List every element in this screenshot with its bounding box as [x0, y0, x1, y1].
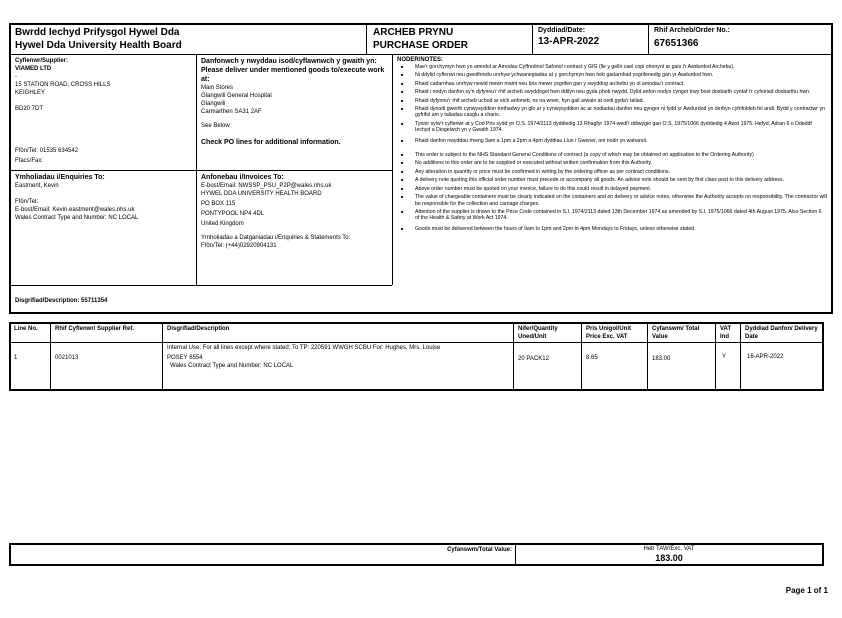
note-english: ■ This order is subject to the NHS Standard General Conditions of contract (a copy of which may be obtained on application to the Ordering Authority): [397, 152, 827, 158]
delivery-label: Danfonwch y nwyddau isod/cyflawnwch y gwaith yn: Please deliver under mentioned goods to/execute work at:: [201, 58, 385, 83]
date-label: Dyddiad/Date:: [538, 27, 586, 34]
enquiries-name: Eastment, Kevin: [15, 183, 59, 189]
invoices-label: Anfonebau i/Invoices To:: [201, 174, 284, 181]
description-line: Disgrifiad/Description: 55711354: [15, 298, 108, 304]
note-welsh: ■ Rhaid cadarnhau unrhyw newid mewn maint neu bris mewn ysgrifen gan y swyddog archebu yn ol amodau'r contract.: [397, 81, 827, 87]
invoice-address-line: United Kingdom: [201, 221, 244, 227]
enquiries-label: Ymholiadau i/Enquiries To:: [15, 174, 105, 181]
note-english: ■ Goods must be delivered between the hours of 9am to 1pm and 2pm to 4pm Mondays to Fridays, unless otherwise stated.: [397, 226, 827, 232]
invoice-address-line: PONTYPOOL NP4 4DL: [201, 211, 265, 217]
supplier-dash: -: [15, 74, 17, 80]
col-unit-price: Pris Unigol/Unit Price Exc. VAT: [586, 326, 631, 340]
supplier-postcode: BD20 7DT: [15, 106, 44, 112]
note-welsh: ■ Rhaid danfon nwyddau rhwng 9am a 1pm a 2pm a 4pm dyddiau Llun i Gwener, oni nodir yn wahanol.: [397, 138, 827, 144]
note-english: ■ Above order number must be quoted on your invoice, failure to do this could result in delayed payment.: [397, 186, 827, 192]
col-description: Disgrifiad/Description: [167, 326, 230, 332]
desc-product: POSEY 6554: [167, 355, 203, 361]
title-welsh: ARCHEB PRYNU: [373, 27, 454, 38]
delivery-line: Glangwili General Hospital: [201, 93, 272, 99]
delivery-line: Carmarthen SA31 2AF: [201, 109, 262, 115]
note-welsh: ■ Rhaid dynodi gwerth cynwysyddion trethadwy yn glir ar y cynwysyddion ac ar nodiadau danfon neu gyngor ni fydd yr Awdurdod yn derbyn cyfrifoldeb fel arall. Bydd y contractwr yn gyfrifol am y taliadau casglu a chario.: [397, 106, 827, 119]
supplier-tel: Ffôn/Tel: 01535 634542: [15, 148, 79, 154]
org-name-welsh: Bwrdd Iechyd Prifysgol Hywel Dda: [15, 27, 180, 38]
desc-internal-use: Internal Use: For all lines except where stated: To TP: 220591 WWGH SCBU For: Hughes, Mrs. Louise: [167, 345, 441, 351]
statements-label: Ymholiadau a Datganiadau i/Enquiries & Statements To:: [201, 235, 351, 241]
desc-contract: Wales Contract Type and Number: NC LOCAL: [170, 363, 294, 369]
check-po-lines: Check PO lines for additional information.: [201, 139, 341, 146]
line-total: 183.00: [652, 356, 671, 362]
note-english: ■ No additions to this order are to be supplied or executed without written confirmation from this Authority.: [397, 160, 827, 166]
order-number: 67651366: [654, 38, 699, 49]
delivery-block: [198, 55, 390, 149]
note-welsh: ■ Rhaid dyfynnu'r rhif archeb uchod ar eich anfoneb, os na wneir, hyn gall arwain at oedi gyda'r taliad.: [397, 98, 827, 104]
notes-label: NODER/NOTES:: [397, 57, 444, 63]
col-line-no: Line No.: [14, 326, 38, 332]
supplier-ref: 0021013: [55, 355, 79, 361]
invoice-address-line: PO BOX 115: [201, 201, 236, 207]
invoice-address-line: HYWEL DDA UNIVERSITY HEALTH BOARD: [201, 191, 322, 197]
supplier-label: Cyflenwr/Supplier:: [15, 58, 69, 64]
exc-vat-label: Heb TAW/Exc. VAT: [643, 546, 695, 552]
page-number: Page 1 of 1: [785, 586, 828, 595]
enquiries-contract: Wales Contract Type and Number: NC LOCAL: [15, 215, 139, 221]
unit-price: 8.65: [586, 355, 598, 361]
see-below: See Below: [201, 123, 230, 129]
delivery-date: 16-APR-2022: [747, 354, 784, 360]
col-delivery-date: Dyddiad Danfon/ Delivery Date: [745, 326, 818, 340]
statements-tel: Ffôn/Tel: (+44)02920904131: [201, 243, 277, 249]
enquiries-block: [12, 171, 194, 224]
total-value-label: Cyfanswm/Total Value:: [447, 547, 512, 553]
note-english: ■ The value of chargeable containers must be clearly indicated on the containers and on delivery or advice notes, otherwise the Authority accepts no responsibility. The contractor will be responsible for the collection and carriage charges.: [397, 194, 827, 207]
invoices-block: [198, 171, 390, 252]
supplier-fax: Ffacs/Fax:: [15, 158, 44, 164]
enquiries-email[interactable]: E-bost/Email: Kevin.eastment@wales.nhs.uk: [15, 207, 135, 213]
col-supplier-ref: Rhif Cyflenwr/ Supplier Ref.: [55, 326, 135, 332]
total-value: 183.00: [655, 553, 683, 563]
invoices-email[interactable]: E-bost/Email: NWSSP_PSU_P2P@wales.nhs.uk: [201, 183, 332, 189]
col-total: Cyfanswm/ Total Value: [652, 326, 700, 340]
org-name-english: Hywel Dda University Health Board: [15, 40, 182, 51]
note-english: ■ Any alteration in quantity or price must be confirmed in writing by the ordering officer as per contract conditions.: [397, 169, 827, 175]
supplier-address: 15 STATION ROAD, CROSS HILLS: [15, 82, 111, 88]
order-date: 13-APR-2022: [538, 36, 600, 47]
order-no-label: Rhif Archeb/Order No.:: [654, 27, 730, 34]
quantity: 20 PACK12: [518, 356, 549, 362]
line-no: 1: [14, 355, 18, 361]
note-welsh: ■ Rhaid i nodyn danfon sy'n dyfynnu'r rhif archeb swyddogol hwn ddilyn neu gyda phob nwydd. Dylid anfon nodyn cyngor trwy bost dosbarth cyntaf i'r cyfeiriad dosbarthu hwn.: [397, 89, 827, 95]
col-vat: VAT Ind: [720, 326, 732, 340]
col-quantity: Nifer/Quantity Uned/Unit: [518, 326, 558, 340]
note-welsh: ■ Ni ddylid cyflenwi neu gweithredu unrhyw ychwanegiadau at y gorchymyn hwn heb gadarnhad ysgrifenedig gan yr Awdurdod hwn.: [397, 72, 827, 78]
line-description: [164, 342, 514, 372]
delivery-line: Main Stores: [201, 85, 234, 91]
vat-ind: Y: [722, 354, 727, 360]
title-english: PURCHASE ORDER: [373, 40, 469, 51]
notes-block: [394, 54, 830, 236]
supplier-block: [12, 55, 194, 167]
note-welsh: ■ Tynnir sylw'r cyflenwr at y Cod Pris sydd yn O.S. 1974/2113 dyddiedig 13 Rhagfyr 1974 wedi'i ddiwygio gan O.S. 1975/1066 dyddiedig 4 Awst 1975. Hefyd, Adran 6 o Ddeddf Iechyd a Diogelwch yn y Gwaith 1974.: [397, 121, 827, 134]
note-english: ■ A delivery note quoting this official order number must precede or accompany all goods. An advice note should be sent by first class post to this delivery address.: [397, 177, 827, 183]
enquiries-tel: Ffôn/Tel:: [15, 199, 39, 205]
supplier-town: KEIGHLEY: [15, 90, 46, 96]
delivery-line: Glangwili: [201, 101, 226, 107]
note-english: ■ Attention of the supplier is drawn to the Price Code contained in S.I. 1974/2113 dated 13th December 1974 as amended by S.I. 1975/1066 dated 4th August 1975. Also Section 6 of the Health & Safety at Work Act 1974.: [397, 209, 827, 222]
supplier-name: VIAMED LTD: [15, 66, 52, 72]
note-welsh: ■ Mae'r gorchymyn hwn yn amodol ar Amodau Cyffredinol Safonol contract y GIG (lle y gellir cael copi ohonynt ar gais i'r Awdurdod Archebu).: [397, 64, 827, 70]
